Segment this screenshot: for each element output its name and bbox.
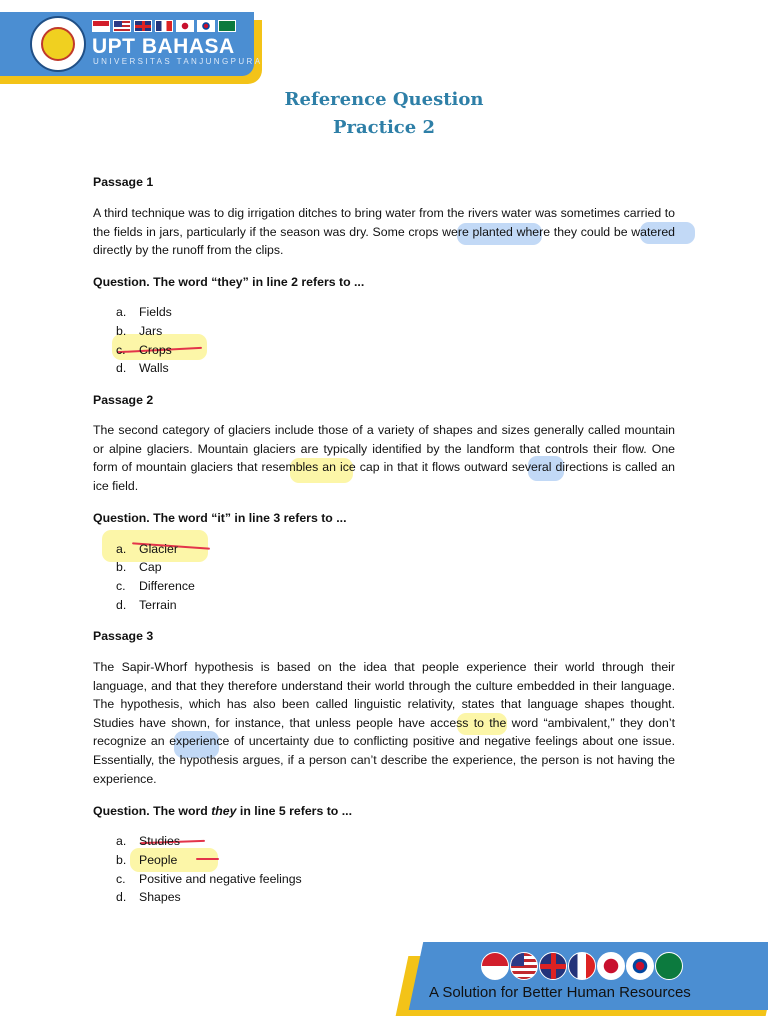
pen-mark-4	[196, 858, 219, 860]
passage-2-text: The second category of glaciers include those of a variety of shapes and sizes generally called mountain or alpine glaciers. Mountain glaciers are typically identified by the landform that controls their flow. One form of mountain glaciers that resembles an ice cap in that it flows outward several directions is called an ice field.	[93, 423, 675, 493]
passage-2-heading: Passage 2	[93, 393, 154, 407]
option-text: Crops	[139, 343, 172, 357]
france-flag-icon	[155, 20, 173, 32]
question-2: Question. The word “it” in line 3 refers to ...	[93, 511, 347, 525]
passage-3-text: The Sapir-Whorf hypothesis is based on the idea that people experience their world through their language, and that they therefore understand their world through the culture embedded in their language. The hypothesis, which has also been called linguistic relativity, states that language shapes thought. Studies have shown, for instance, that unless people have access to the word “ambivalent,” they don’t recognize an experience of uncertainty due to conflicting positive and negative feelings about one issue. Essentially, the hypothesis argues, if a person can’t describe the experience, the person is not having the experience.	[93, 660, 675, 786]
option-text: Positive and negative feelings	[139, 872, 302, 886]
option-letter: d.	[116, 361, 127, 375]
option-letter: c.	[116, 872, 126, 886]
option-letter: d.	[116, 890, 127, 904]
france-flag-icon	[568, 952, 596, 980]
passage-1-heading: Passage 1	[93, 175, 154, 189]
option-1d	[116, 359, 169, 377]
page-subtitle: Practice 2	[333, 117, 435, 138]
option-text: Studies	[139, 834, 181, 848]
japan-flag-icon	[597, 952, 625, 980]
option-text: Walls	[139, 361, 169, 375]
japan-flag-icon	[176, 20, 194, 32]
indonesia-flag-icon	[92, 20, 110, 32]
option-letter: c.	[116, 343, 126, 357]
saudi-flag-icon	[218, 20, 236, 32]
brand-name: UPT BAHASA	[92, 35, 235, 58]
usa-flag-icon	[113, 20, 131, 32]
option-2c	[116, 577, 195, 595]
passage-3-heading: Passage 3	[93, 629, 154, 643]
option-letter: b.	[116, 560, 127, 574]
korea-flag-icon	[626, 952, 654, 980]
korea-flag-icon	[197, 20, 215, 32]
saudi-flag-icon	[655, 952, 683, 980]
usa-flag-icon	[510, 952, 538, 980]
footer-tagline: A Solution for Better Human Resources	[429, 984, 691, 1001]
option-letter: b.	[116, 324, 127, 338]
option-text: People	[139, 853, 178, 867]
option-text: Terrain	[139, 598, 177, 612]
option-text: Fields	[139, 305, 172, 319]
option-text: Cap	[139, 560, 162, 574]
page-title: Reference Question	[284, 89, 484, 110]
uk-flag-icon	[134, 20, 152, 32]
option-letter: a.	[116, 542, 127, 556]
university-seal-icon	[30, 16, 86, 72]
question-1: Question. The word “they” in line 2 refers to ...	[93, 275, 365, 289]
option-letter: b.	[116, 853, 127, 867]
option-2a	[116, 540, 178, 558]
brand-subtitle: UNIVERSITAS TANJUNGPURA	[93, 57, 263, 66]
option-letter: c.	[116, 579, 126, 593]
uk-flag-icon	[539, 952, 567, 980]
question-3-post: in line 5 refers to ...	[236, 804, 352, 818]
option-1b	[116, 322, 162, 340]
passage-1-text: A third technique was to dig irrigation ditches to bring water from the rivers water was sometimes carried to the fields in jars, particularly if the season was dry. Some crops were planted where they could be watered directly by the runoff from the clips.	[93, 206, 675, 258]
option-text: Shapes	[139, 890, 181, 904]
option-letter: a.	[116, 305, 127, 319]
option-3b	[116, 851, 177, 869]
indonesia-flag-icon	[481, 952, 509, 980]
option-1a	[116, 303, 172, 321]
option-text: Difference	[139, 579, 195, 593]
option-3d	[116, 888, 181, 906]
question-3-emphasis: they	[211, 804, 237, 818]
option-2d	[116, 596, 177, 614]
option-3a	[116, 832, 180, 850]
option-3c	[116, 870, 302, 888]
option-letter: a.	[116, 834, 127, 848]
option-text: Glacier	[139, 542, 178, 556]
option-2b	[116, 558, 162, 576]
option-text: Jars	[139, 324, 163, 338]
question-3	[93, 802, 675, 821]
option-letter: d.	[116, 598, 127, 612]
option-1c	[116, 341, 172, 359]
question-3-pre: Question. The word	[93, 804, 212, 818]
footer-flags	[481, 952, 683, 980]
header-flags	[92, 20, 236, 32]
